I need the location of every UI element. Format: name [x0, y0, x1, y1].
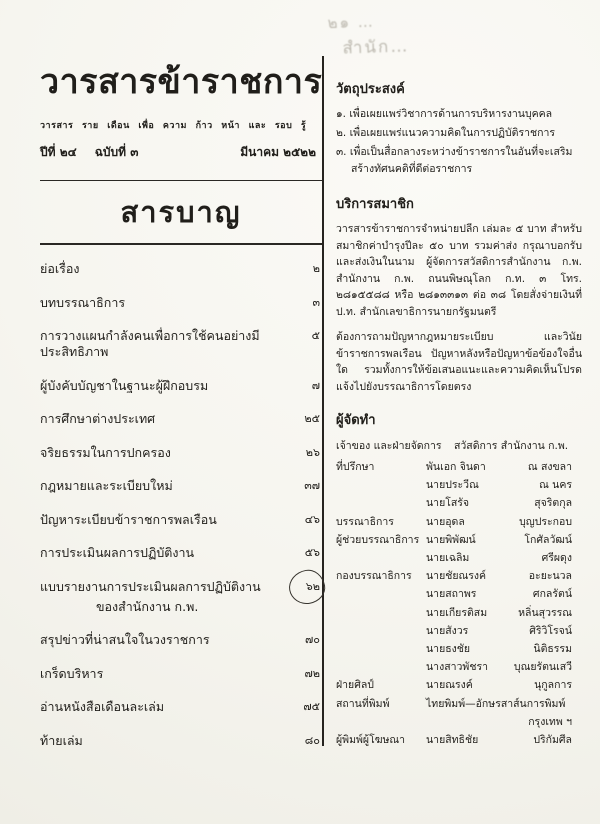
staff-name: นายอุดล [426, 515, 465, 528]
toc-item-page: ๔๖ [304, 512, 320, 526]
toc-item-page: ๓๗ [304, 479, 320, 492]
staff-row [336, 695, 582, 713]
toc-item-title: ปัญหาระเบียบข้าราชการพลเรือน [40, 511, 217, 527]
toc-item-page: ๒๖ [305, 445, 320, 459]
staff-row [336, 567, 582, 585]
membership-heading: บริการสมาชิก [336, 197, 414, 212]
toc-item-title: สรุปข่าวที่น่าสนใจในวงราชการ [40, 632, 210, 647]
toc-item-title: การวางแผนกำลังคนเพื่อการใช้คนอย่างมีประสิทธิภาพ [40, 328, 260, 359]
toc-item-title: ท้ายเล่ม [40, 732, 83, 748]
toc-item-title [40, 579, 261, 615]
ink-stamp [327, 2, 569, 62]
right-column [336, 78, 582, 749]
staff-name: นายสถาพร [426, 588, 477, 601]
staff-name [426, 713, 524, 731]
toc-item-title-line1: แบบรายงานการประเมินผลการปฏิบัติงาน [40, 578, 261, 594]
owner-row [336, 437, 582, 455]
membership-paragraph-1: วารสารข้าราชการจำหน่ายปลีก เล่มละ ๕ บาท สำหรับสมาชิกค่าบำรุงปีละ ๕๐ บาท รวมค่าส่ง กรุณาบอกรับและส่งเงินในนาม ผู้จัดการสวัสดิการสำนักงาน ก.พ. สำนักงาน ก.พ. ถนนพิษณุโลก ก.ท. ๓ โทร. ๒๘๑๕๕๘๘ หรือ ๒๘๑๓๓๑๓ ต่อ ๓๘ โดยสั่งจ่ายเงินที่ ป.ท. สำนักเลขาธิการนายกรัฐมนตรี [336, 223, 582, 318]
toc-item-title: บทบรรณาธิการ [40, 294, 126, 310]
staff-role [336, 476, 422, 494]
staff-surname: บุญประกอบ [519, 515, 572, 528]
journal-title: วารสารข้าราชการ [40, 62, 323, 102]
staff-role [336, 585, 422, 603]
circled-page-number: ๖๒ [298, 579, 322, 595]
stamp-line-1: ๒๑ … [327, 12, 376, 33]
issue-line [40, 143, 322, 162]
left-column [40, 60, 322, 766]
staff-role: บรรณาธิการ [336, 515, 394, 528]
toc-item-title: กฎหมายและระเบียบใหม่ [40, 478, 173, 493]
staff-role [336, 622, 422, 640]
staff-surname: ศรีผดุง [541, 552, 572, 565]
toc-item [40, 579, 322, 615]
staff-name: นายเฉลิม [426, 552, 470, 565]
toc-item-page: ๕๖ [304, 546, 320, 559]
staff-role: สถานที่พิมพ์ [336, 697, 390, 710]
staff-role [336, 713, 422, 731]
toc-item [40, 261, 322, 277]
staff-surname: กรุงเทพ ฯ [528, 715, 572, 728]
objective-item: ๒. เพื่อเผยแพร่แนวความคิดในการปฏิบัติราชการ [336, 127, 556, 139]
toc-item [40, 445, 322, 461]
staff-surname: สุจริตกุล [534, 497, 572, 510]
membership-section [336, 193, 582, 395]
masthead-rule [40, 180, 322, 181]
toc-item-title: จริยธรรมในการปกครอง [40, 444, 171, 460]
staff-row [336, 622, 582, 640]
toc-item [40, 378, 322, 394]
staff-role [336, 640, 422, 658]
toc-item-page: ๓ [312, 295, 320, 309]
staff-surname: หลิ่นสุวรรณ [518, 606, 572, 619]
issue-label: ฉบับที่ ๓ [94, 145, 139, 159]
staff-role [336, 549, 422, 567]
staff-role [336, 658, 422, 676]
toc-item-page: ๒ [312, 262, 320, 275]
toc-item-page: ๗๕ [303, 700, 320, 713]
staff-name: นายสังวร [426, 624, 469, 637]
toc-item-page: ๗๒ [304, 666, 320, 680]
staff-surname: อะยะนวล [528, 570, 572, 583]
staff-surname: นุกูลการ [534, 679, 572, 692]
staff-section [336, 409, 582, 749]
staff-role [336, 494, 422, 512]
staff-role [336, 604, 422, 622]
staff-row [336, 585, 582, 603]
toc-item-page: ๒๕ [304, 412, 320, 425]
toc-item [40, 545, 322, 561]
journal-subtitle: วารสาร ราย เดือน เพื่อ ความ ก้าว หน้า และ รอบ รู้ [40, 121, 307, 131]
staff-row [336, 676, 582, 694]
staff-name: นายสิทธิชัย [426, 734, 479, 747]
staff-row [336, 604, 582, 622]
staff-surname: บุณยรัตนเสวี [513, 661, 572, 674]
staff-row [336, 549, 582, 567]
staff-role: กองบรรณาธิการ [336, 570, 412, 583]
table-of-contents [40, 261, 322, 749]
toc-item [40, 295, 322, 311]
staff-name: นายประวีณ [426, 479, 479, 492]
staff-surname: ณ สงขลา [527, 461, 572, 473]
staff-name: พันเอก จินดา [426, 461, 486, 473]
toc-item-page: ๗๐ [305, 633, 320, 646]
staff-heading: ผู้จัดทำ [336, 413, 376, 428]
staff-name: นายเกียรติสม [426, 606, 488, 619]
staff-role: ที่ปรึกษา [336, 461, 375, 473]
objective-item: ๓. เพื่อเป็นสื่อกลางระหว่างข้าราชการในอันที่จะเสริมสร้างทัศนคติที่ดีต่อราชการ [336, 146, 573, 175]
toc-item [40, 632, 322, 648]
toc-item-title-line2: ของสำนักงาน ก.พ. [96, 598, 199, 614]
toc-item [40, 328, 322, 360]
membership-paragraph-2: ต้องการถามปัญหากฎหมายระเบียบ และวินัยข้าราชการพลเรือน ปัญหาหลังหรือปัญหาข้อข้องใจอื่นใด รวมทั้งการให้ข้อเสนอแนะและความคิดเห็นโปรดแจ้งไปยังบรรณาธิการโดยตรง [336, 331, 582, 393]
toc-item [40, 512, 322, 528]
staff-role: ผู้ช่วยบรรณาธิการ [336, 533, 420, 546]
toc-item [40, 478, 322, 494]
contents-rule [40, 243, 322, 245]
staff-surname: ปริกัมศีล [533, 734, 572, 747]
objective-item: ๑. เพื่อเผยแพร่วิชาการด้านการบริหารงานบุคคล [336, 108, 553, 120]
toc-item [40, 411, 322, 427]
toc-item-page: ๘๐ [304, 733, 320, 747]
staff-name: นายณรงค์ [426, 679, 473, 692]
staff-name: นายโสรัจ [426, 497, 470, 510]
objectives-section [336, 78, 582, 178]
staff-surname [572, 695, 582, 713]
owner-label: เจ้าของ และฝ่ายจัดการ [336, 440, 442, 452]
toc-item-page: ๗ [311, 378, 320, 392]
issue-date: มีนาคม ๒๕๒๒ [240, 145, 316, 159]
column-divider [322, 56, 324, 746]
objectives-heading: วัตถุประสงค์ [336, 82, 405, 97]
toc-item-title: อ่านหนังสือเดือนละเล่ม [40, 699, 165, 714]
staff-row [336, 513, 582, 531]
toc-item-title: เกร็ดบริหาร [40, 665, 104, 681]
staff-row [336, 458, 582, 476]
toc-item-title: ผู้บังคับบัญชาในฐานะผู้ฝึกอบรม [40, 377, 209, 393]
toc-item-title: ย่อเรื่อง [40, 261, 80, 276]
staff-surname: ณ นคร [539, 479, 572, 492]
staff-surname: โกศัลวัฒน์ [524, 533, 572, 546]
staff-name: นายชัยณรงค์ [426, 570, 487, 583]
staff-row [336, 713, 582, 731]
staff-surname: ศิริวิโรจน์ [529, 624, 572, 637]
staff-name: นางสาวพัชรา [426, 661, 488, 674]
toc-item [40, 699, 322, 715]
staff-role: ผู้พิมพ์ผู้โฆษณา [336, 734, 406, 747]
contents-heading: สารบาญ [120, 195, 242, 229]
volume-label: ปีที่ ๒๔ [40, 145, 77, 159]
staff-name: นายธงชัย [426, 643, 471, 656]
staff-role: ฝ่ายศิลป์ [336, 679, 374, 692]
toc-item-title: การศึกษาต่างประเทศ [40, 411, 156, 426]
staff-row [336, 731, 582, 749]
staff-name: ไทยพิมพ์—อักษรสาส์นการพิมพ์ [426, 697, 566, 710]
toc-item [40, 666, 322, 682]
staff-surname: ศกลรัตน์ [532, 588, 572, 601]
staff-surname: นิติธรรม [533, 643, 572, 656]
staff-row [336, 494, 582, 512]
staff-row [336, 640, 582, 658]
staff-row [336, 476, 582, 494]
toc-item-title: การประเมินผลการปฏิบัติงาน [40, 545, 195, 560]
staff-row [336, 531, 582, 549]
staff-row [336, 658, 582, 676]
stamp-line-2: สำนัก… [342, 36, 410, 59]
toc-item [40, 733, 322, 749]
owner-value: สวัสดิการ สำนักงาน ก.พ. [454, 440, 569, 452]
staff-name: นายพิพัฒน์ [426, 533, 476, 546]
toc-item-page: ๕ [311, 329, 320, 342]
